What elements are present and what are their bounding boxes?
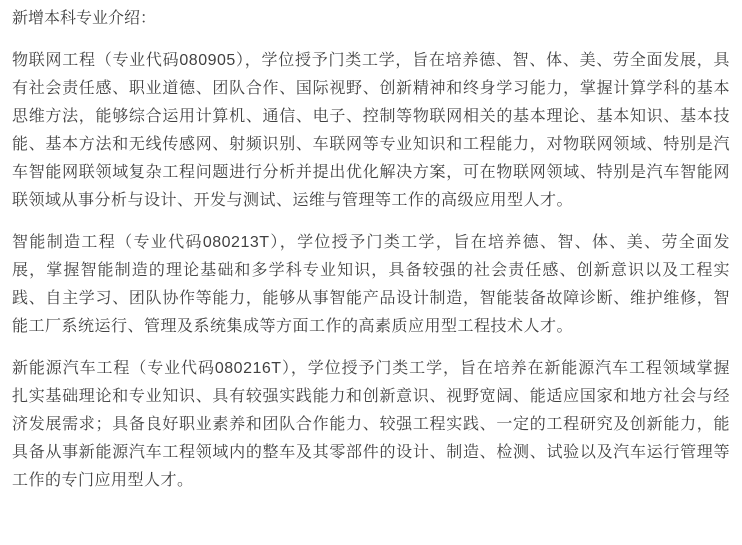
page-heading: 新增本科专业介绍：: [12, 10, 157, 27]
major-intro-paragraph-new-energy-vehicle: 新能源汽车工程（专业代码080216T），学位授予门类工学，旨在培养在新能源汽车工程领域掌握扎实基础理论和专业知识、具有较强实践能力和创新意识、视野宽阔、能适应国家和地方社会与经济发展需求；具备良好职业素养和团队合作能力、较强工程实践、一定的工程研究及创新能力，能具备从事新能源汽车工程领域内的整车及其零部件的设计、制造、检测、试验以及汽车运行管理等工作的专门应用型人才。: [12, 360, 730, 489]
major-intro-paragraph-iot-engineering: 物联网工程（专业代码080905），学位授予门类工学，旨在培养德、智、体、美、劳全面发展，具有社会责任感、职业道德、团队合作、国际视野、创新精神和终身学习能力，掌握计算学科的基本思维方法，能够综合运用计算机、通信、电子、控制等物联网相关的基本理论、基本知识、基本技能、基本方法和无线传感网、射频识别、车联网等专业知识和工程能力，对物联网领域、特别是汽车智能网联领域复杂工程问题进行分析并提出优化解决方案，可在物联网领域、特别是汽车智能网联领域从事分析与设计、开发与测试、运维与管理等工作的高级应用型人才。: [12, 52, 730, 209]
major-intro-paragraph-intelligent-manufacturing: 智能制造工程（专业代码080213T），学位授予门类工学，旨在培养德、智、体、美、劳全面发展，掌握智能制造的理论基础和多学科专业知识，具备较强的社会责任感、创新意识以及工程实践、自主学习、团队协作等能力，能够从事智能产品设计制造，智能装备故障诊断、维护维修，智能工厂系统运行、管理及系统集成等方面工作的高素质应用型工程技术人才。: [12, 234, 730, 335]
